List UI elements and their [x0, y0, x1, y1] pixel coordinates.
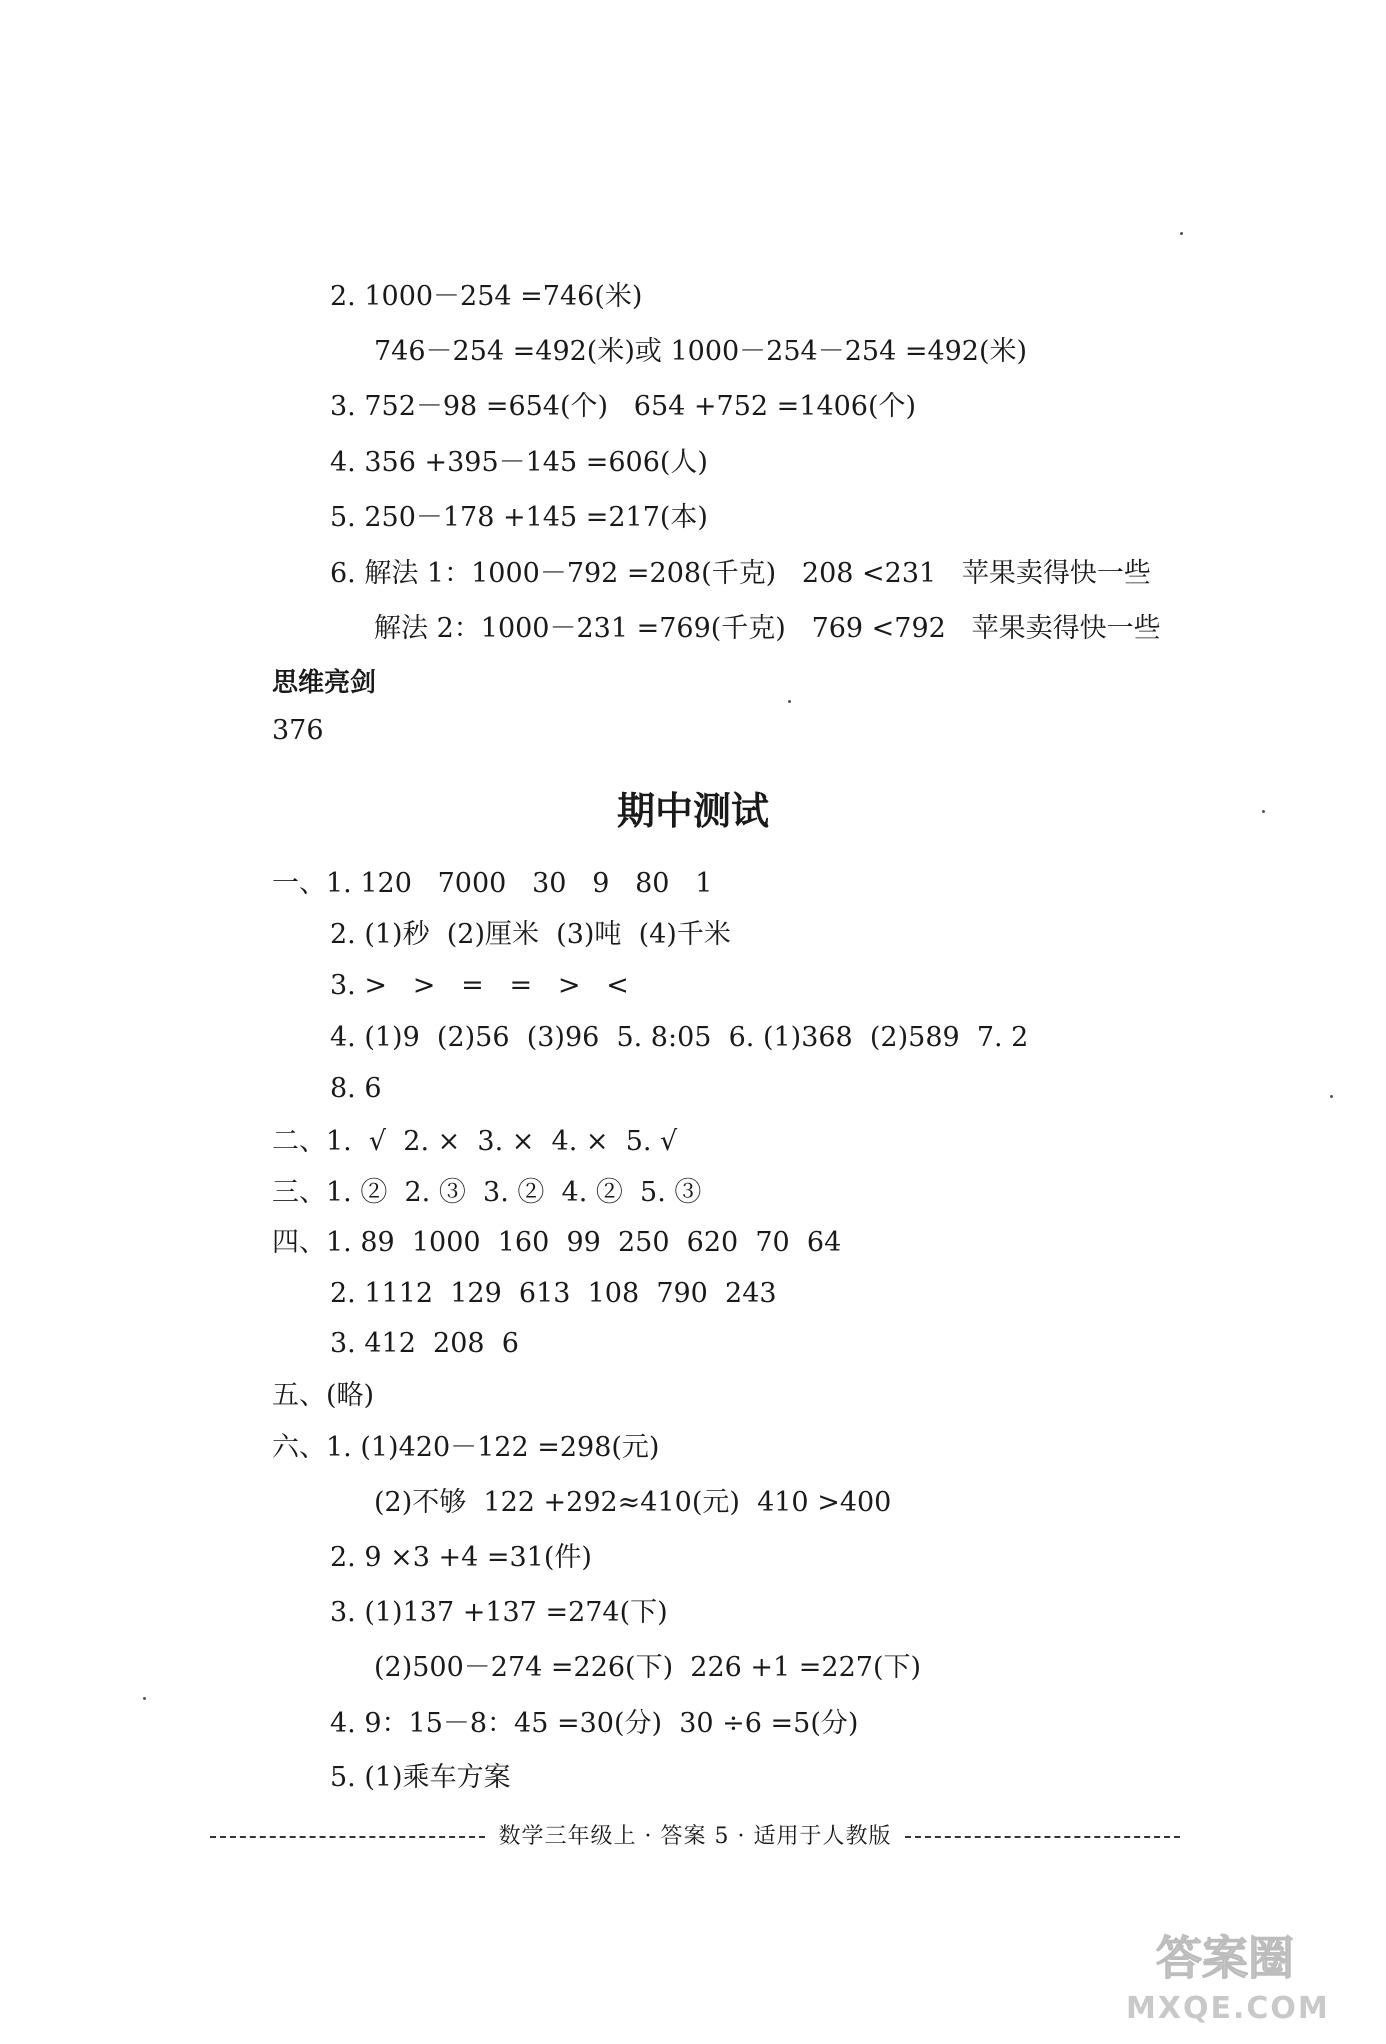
svg-text:答案圈: 答案圈 [1156, 1931, 1294, 1985]
answer-line: 一、1. 120 7000 30 9 80 1 [272, 868, 713, 899]
answer-line: 3. 752－98 =654(个) 654 +752 =1406(个) [330, 391, 917, 422]
answer-line: 3. (1)137 +137 =274(下) [330, 1597, 668, 1628]
answer-line: 二、1. √ 2. × 3. × 4. × 5. √ [272, 1126, 678, 1157]
answer-line: 三、1. ② 2. ③ 3. ② 4. ② 5. ③ [272, 1177, 702, 1208]
page-title: 期中测试 [616, 789, 769, 833]
watermark-logo-icon [1156, 1926, 1346, 1986]
thinking-answer: 376 [272, 715, 324, 746]
page-footer [210, 1822, 1180, 1852]
answer-line: 3. > > = = > < [330, 970, 629, 1001]
footer-rule-right [905, 1836, 1180, 1838]
answer-line: 解法 2：1000－231 =769(千克) 769 <792 苹果卖得快一些 [374, 613, 1161, 644]
scan-speck [788, 700, 791, 703]
answer-line: 3. 412 208 6 [330, 1328, 519, 1359]
section-heading-thinking: 思维亮剑 [272, 668, 377, 698]
answer-line: 4. 9：15－8：45 =30(分) 30 ÷6 =5(分) [330, 1708, 859, 1739]
answer-line: 4. (1)9 (2)56 (3)96 5. 8:05 6. (1)368 (2)589 7. 2 [330, 1022, 1029, 1053]
answer-line: 6. 解法 1：1000－792 =208(千克) 208 <231 苹果卖得快一些 [330, 558, 1151, 589]
footer-text: 数学三年级上 · 答案 5 · 适用于人教版 [498, 1824, 892, 1849]
watermark [1116, 1926, 1356, 2026]
answer-line: (2)不够 122 +292≈410(元) 410 >400 [374, 1487, 892, 1518]
scan-speck [1330, 1095, 1333, 1098]
answer-line: 5. (1)乘车方案 [330, 1762, 511, 1793]
answer-line: 2. (1)秒 (2)厘米 (3)吨 (4)千米 [330, 919, 731, 950]
answer-line: 8. 6 [330, 1073, 382, 1104]
answer-line: 746－254 =492(米)或 1000－254－254 =492(米) [374, 336, 1028, 367]
answer-line: (2)500－274 =226(下) 226 +1 =227(下) [374, 1652, 922, 1683]
answer-line: 5. 250－178 +145 =217(本) [330, 502, 708, 533]
scan-speck [1262, 810, 1265, 813]
scan-speck [143, 1697, 146, 1700]
answer-line: 4. 356 +395－145 =606(人) [330, 447, 708, 478]
answer-line: 六、1. (1)420－122 =298(元) [272, 1432, 660, 1463]
watermark-url: MXQE.COM [1126, 1991, 1330, 2026]
answer-line: 2. 1112 129 613 108 790 243 [330, 1278, 777, 1309]
footer-rule-left [210, 1836, 485, 1838]
answer-line: 五、(略) [272, 1380, 375, 1411]
scan-speck [1180, 232, 1183, 235]
answer-line: 2. 9 ×3 +4 =31(件) [330, 1542, 592, 1573]
answer-line: 2. 1000－254 =746(米) [330, 281, 643, 312]
answer-line: 四、1. 89 1000 160 99 250 620 70 64 [272, 1227, 842, 1258]
